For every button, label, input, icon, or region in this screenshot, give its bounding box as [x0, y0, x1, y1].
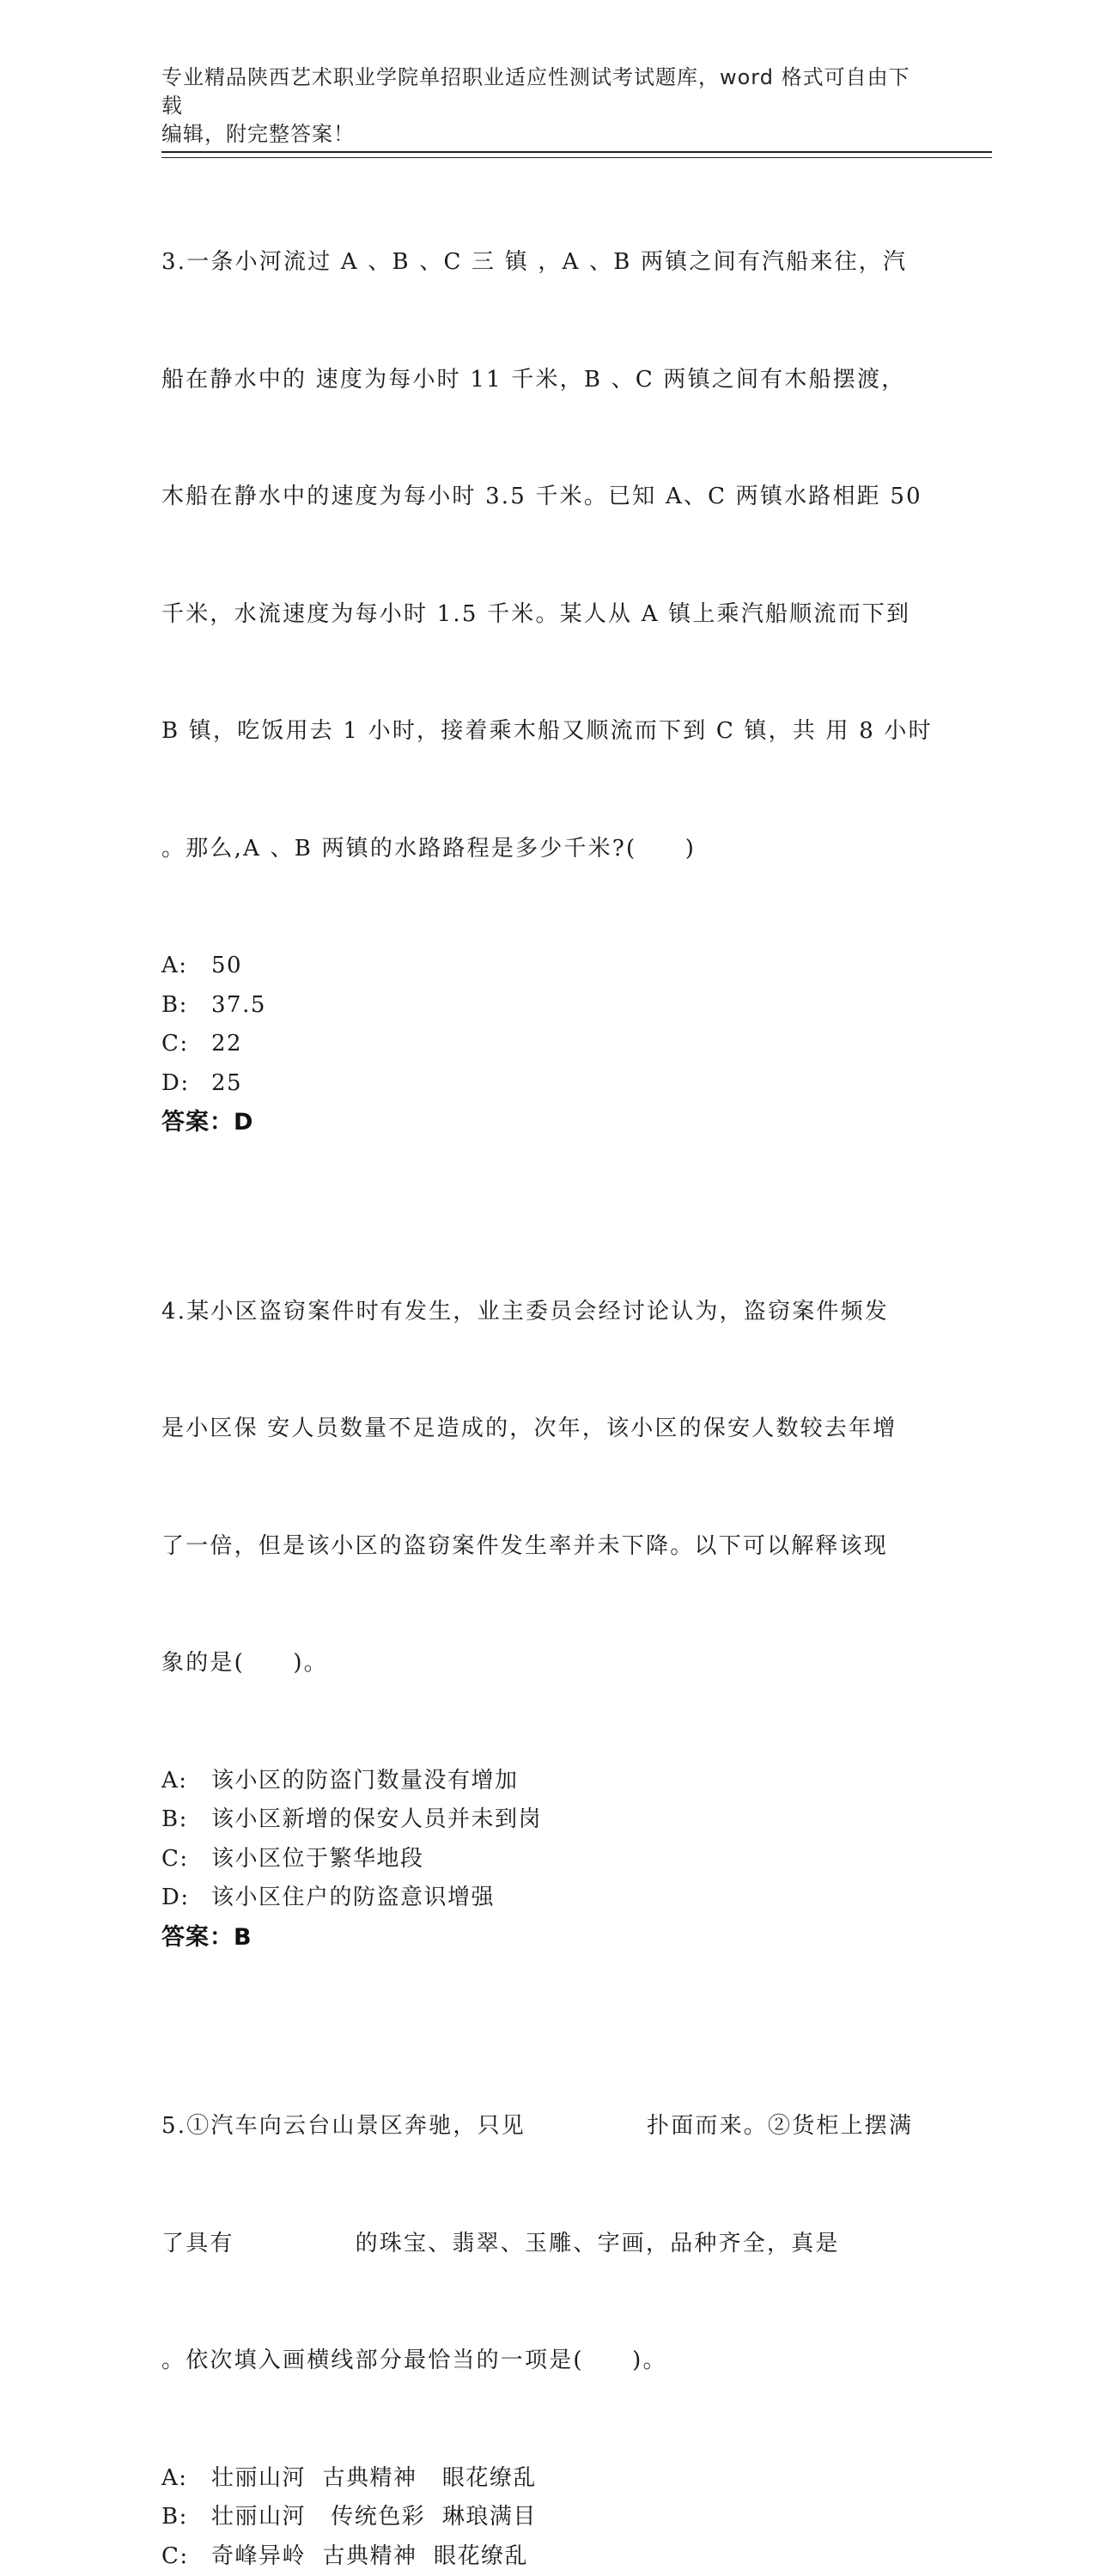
option-b — [161, 986, 934, 1026]
option-key: A: — [161, 2459, 211, 2499]
question-5 — [161, 2029, 934, 2576]
stem-line: 船在静水中的 速度为每小时 11 千米，B 、C 两镇之间有木船摆渡， — [161, 361, 934, 400]
question-stem — [161, 165, 934, 947]
option-c — [161, 2537, 934, 2576]
option-d — [161, 1064, 934, 1104]
option-text: 50 — [211, 947, 242, 986]
option-a — [161, 2459, 934, 2499]
option-b — [161, 2498, 934, 2537]
option-b — [161, 1800, 934, 1840]
stem-line: 。那么,A 、B 两镇的水路路程是多少千米?( ) — [161, 830, 934, 869]
stem-line: 象的是( )。 — [161, 1644, 934, 1684]
option-a — [161, 1762, 934, 1801]
stem-line: 了一倍，但是该小区的盗窃案件发生率并未下降。以下可以解释该现 — [161, 1527, 934, 1567]
option-c — [161, 1840, 934, 1879]
option-text: 25 — [211, 1064, 242, 1104]
stem-line: 。依次填入画横线部分最恰当的一项是( )。 — [161, 2342, 934, 2381]
option-key: A: — [161, 1762, 211, 1801]
option-text: 22 — [211, 1025, 242, 1064]
question-4 — [161, 1215, 934, 1958]
stem-line: B 镇，吃饭用去 1 小时，接着乘木船又顺流而下到 C 镇，共 用 8 小时 — [161, 712, 934, 752]
option-text: 壮丽山河 古典精神 眼花缭乱 — [211, 2459, 537, 2499]
option-c — [161, 1025, 934, 1064]
stem-line: 4.某小区盗窃案件时有发生，业主委员会经讨论认为，盗窃案件频发 — [161, 1293, 934, 1332]
question-stem — [161, 2029, 934, 2459]
stem-line: 木船在静水中的速度为每小时 3.5 千米。已知 A、C 两镇水路相距 50 — [161, 478, 934, 517]
option-key: C: — [161, 1840, 211, 1879]
option-a — [161, 947, 934, 986]
header-rule-thick — [161, 151, 992, 153]
page-header — [161, 64, 917, 149]
option-key: B: — [161, 2498, 211, 2537]
option-key: D: — [161, 1879, 211, 1918]
stem-line: 3.一条小河流过 A 、B 、C 三 镇 ，A 、B 两镇之间有汽船来往，汽 — [161, 243, 934, 283]
option-text: 该小区的防盗门数量没有增加 — [211, 1762, 519, 1801]
option-key: A: — [161, 947, 211, 986]
option-text: 该小区新增的保安人员并未到岗 — [211, 1800, 542, 1840]
question-stem — [161, 1215, 934, 1762]
option-key: C: — [161, 2537, 211, 2576]
option-key: C: — [161, 1025, 211, 1064]
header-line-2: 编辑，附完整答案！ — [161, 120, 917, 149]
stem-line: 5.①汽车向云台山景区奔驰，只见 扑面而来。②货柜上摆满 — [161, 2107, 934, 2147]
option-text: 壮丽山河 传统色彩 琳琅满目 — [211, 2498, 537, 2537]
option-key: B: — [161, 1800, 211, 1840]
option-text: 该小区住户的防盗意识增强 — [211, 1879, 495, 1918]
option-d — [161, 1879, 934, 1918]
option-text: 该小区位于繁华地段 — [211, 1840, 424, 1879]
option-text: 37.5 — [211, 986, 266, 1026]
header-line-1: 专业精品陕西艺术职业学院单招职业适应性测试考试题库，word 格式可自由下载 — [161, 64, 917, 120]
question-list — [161, 165, 934, 2576]
answer-label: 答案：D — [161, 1103, 934, 1142]
stem-line: 千米，水流速度为每小时 1.5 千米。某人从 A 镇上乘汽船顺流而下到 — [161, 595, 934, 635]
answer-label: 答案：B — [161, 1918, 934, 1958]
header-rule-thin — [161, 157, 992, 158]
question-3 — [161, 165, 934, 1142]
option-key: D: — [161, 1064, 211, 1104]
question-spacer — [161, 1957, 934, 2029]
question-spacer — [161, 1142, 934, 1215]
stem-line: 是小区保 安人员数量不足造成的，次年，该小区的保安人数较去年增 — [161, 1410, 934, 1449]
option-text: 奇峰异岭 古典精神 眼花缭乱 — [211, 2537, 528, 2576]
option-key: B: — [161, 986, 211, 1026]
stem-line: 了具有 的珠宝、翡翠、玉雕、字画，品种齐全，真是 — [161, 2225, 934, 2264]
